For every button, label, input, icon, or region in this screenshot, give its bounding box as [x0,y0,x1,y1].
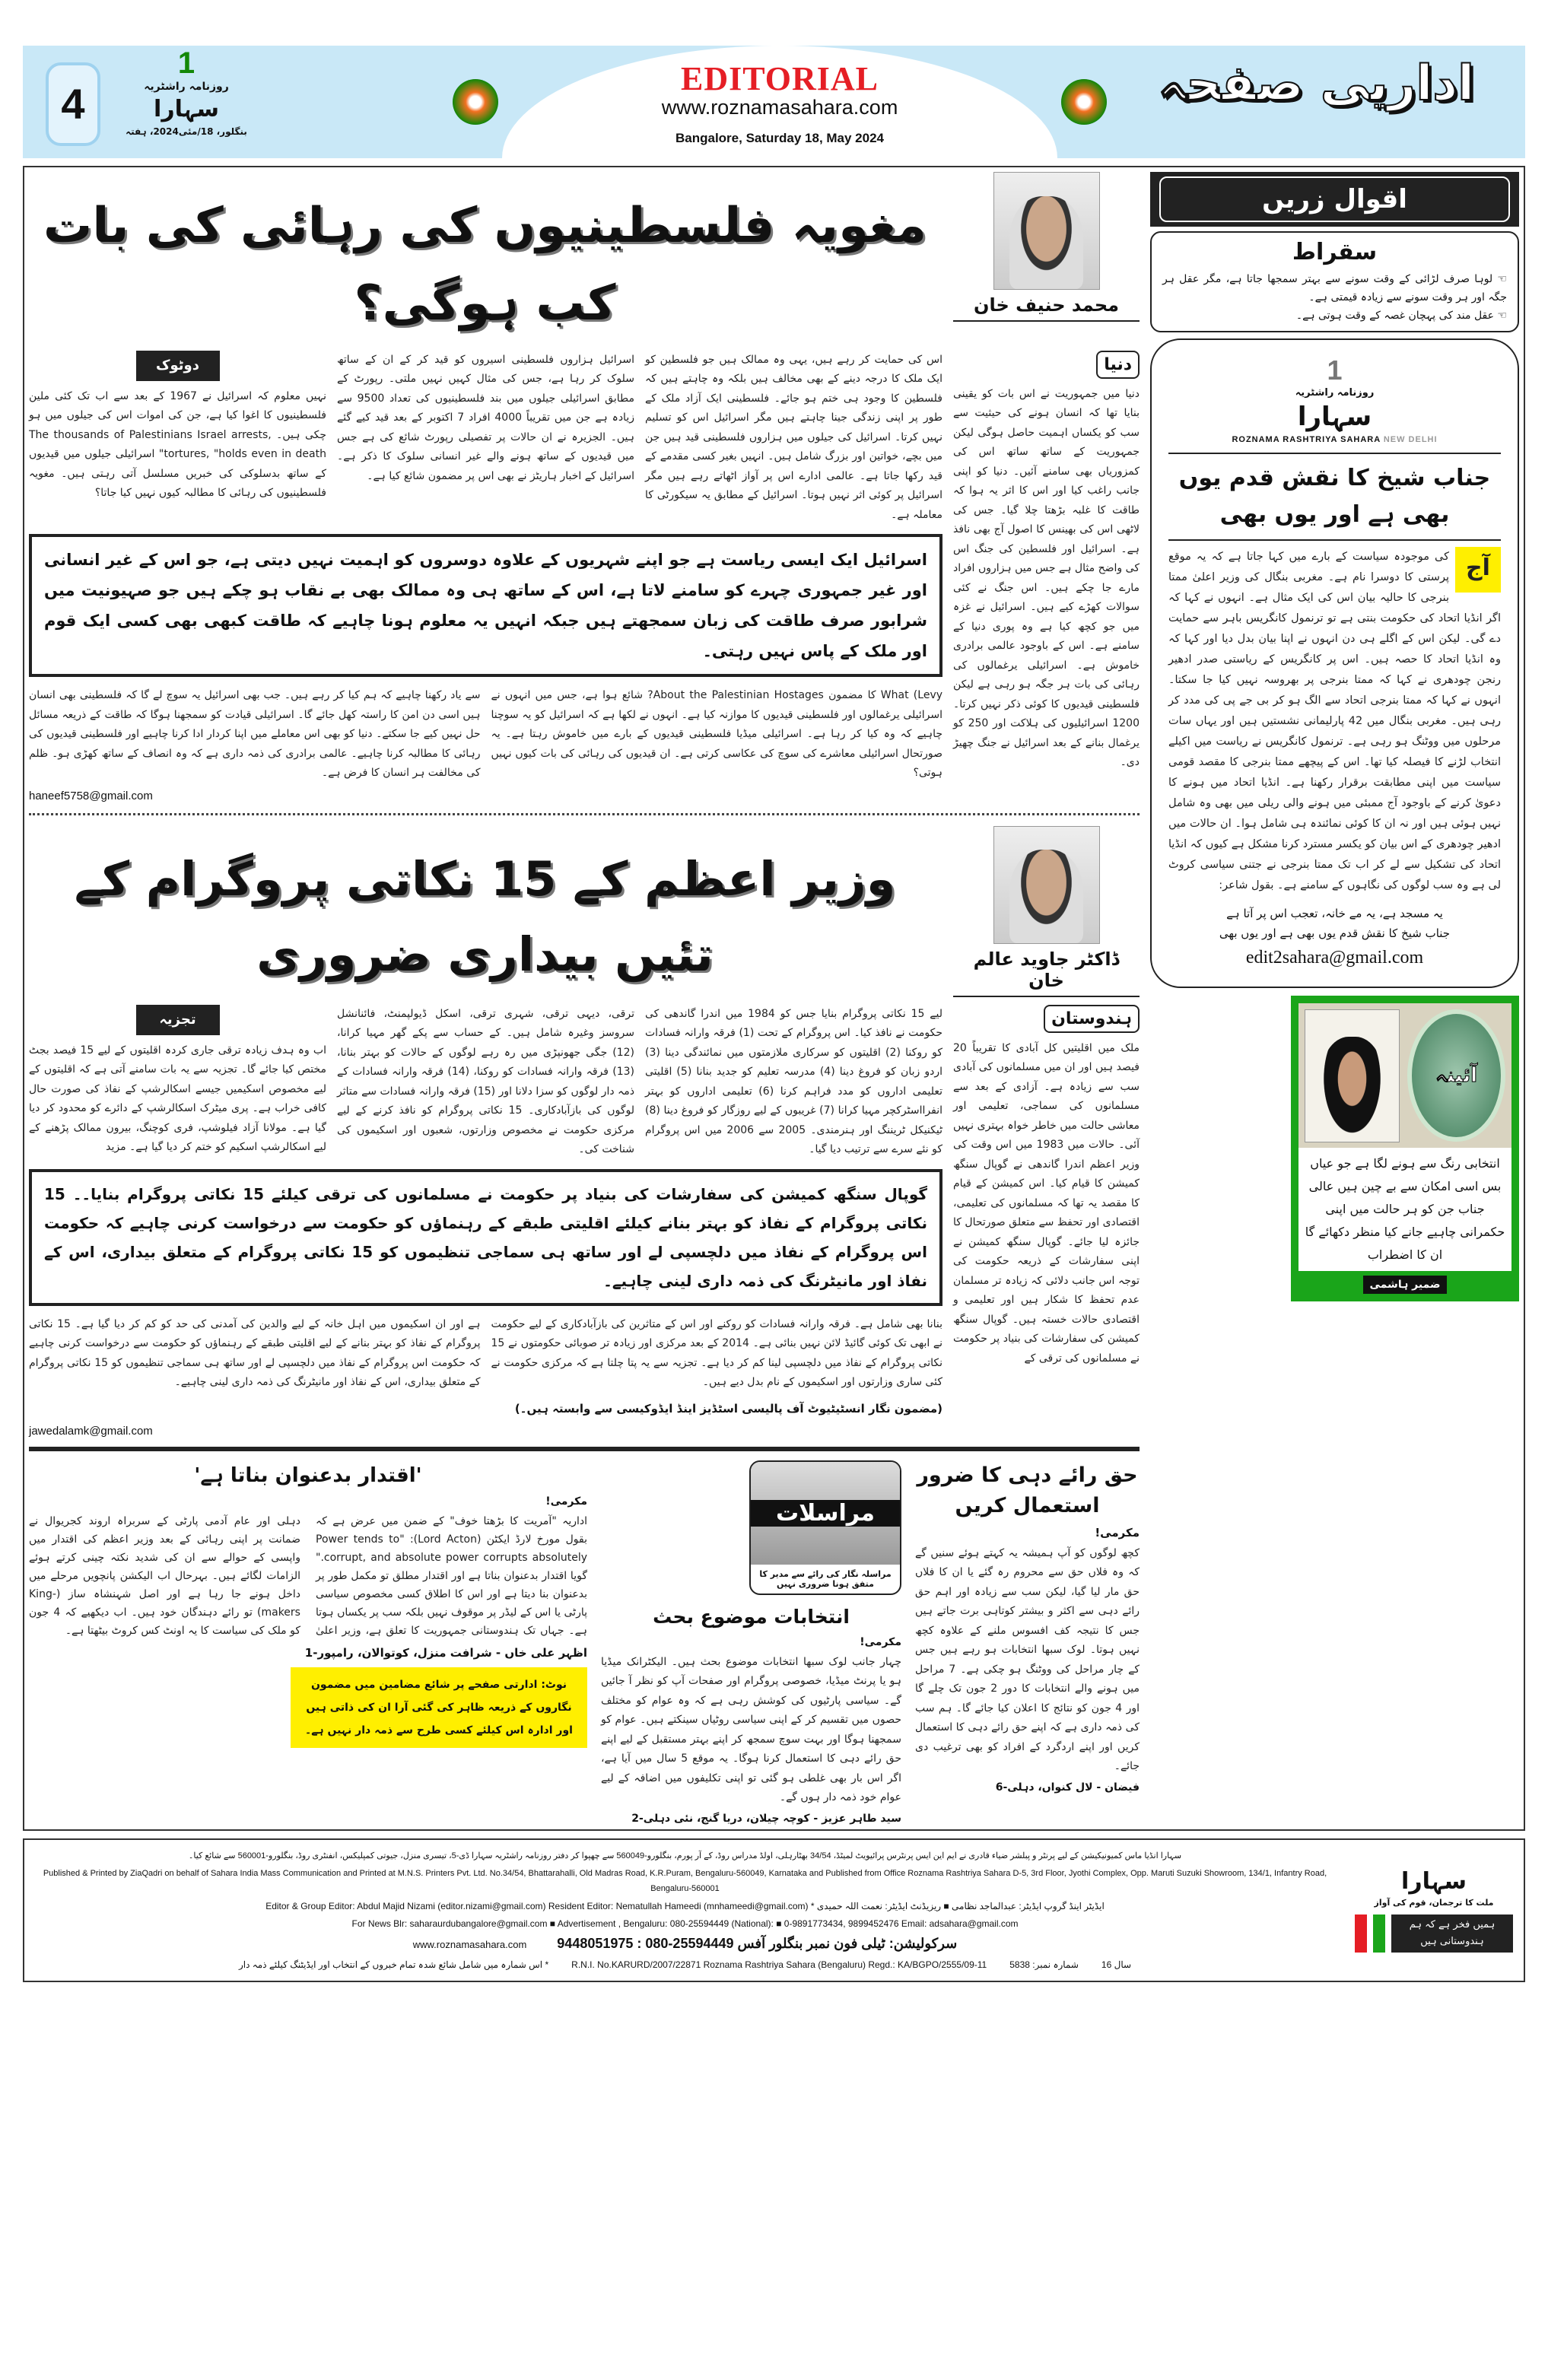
section-divider [29,813,1140,815]
article1-author: محمد حنیف خان [973,294,1120,316]
date-line: Bangalore, Saturday 18, May 2024 [675,131,885,145]
pointing-hand-icon: ☜ [1492,273,1507,285]
sahara-editorial-box [1150,338,1519,988]
article1-headline: مغویہ فلسطینیوں کی رہائی کی بات کب ہوگی؟ [43,198,927,332]
footer-disclaimer: * اس شمارہ میں شامل شائع شدہ تمام خبروں کے انتخاب اور ایڈیٹنگ کیلئے ذمہ دار [238,1959,549,1970]
footer-website[interactable]: www.roznamasahara.com [412,1938,527,1950]
letter3-title: 'اقتدار بدعنوان بناتا ہے' [194,1463,422,1487]
letter2-title: انتخابات موضوع بحث [653,1605,850,1628]
rni-line [30,1957,1340,1972]
couplet: یہ مسجد ہے، یہ مے خانہ، تعجب اس پر آتا ہے جناب شیخ کا نقش قدم یوں بھی ہے اور یوں بھی [1219,907,1451,940]
quote-text: لوہا صرف لڑائی کے وقت سونے سے بہتر سمجھا جاتا ہے، مگر عقل ہر جگہ اور ہر وقت سونے سے زیادہ قیمتی ہے۔ [1162,273,1507,303]
divider [953,320,1140,322]
article1-tag: دوٹوک [136,351,220,381]
page-frame [23,166,1525,1831]
article2-column-label: ہندوستان [1044,1005,1140,1033]
article1-pull-quote: اسرائیل ایک ایسی ریاست ہے جو اپنے شہریوں کے علاوہ دوسروں کو اہمیت نہیں دیتی ہے، جو اس کے غیر انسانی اور غیر جمہوری چہرے کو سامنے لاتا ہے، اس کے ساتھ ہی وہ ممالک بھی بے نقاب ہو چکے ہیں جو صہیونیت میں شرابور صرف طاقت کی زبان سمجھتے ہیں جبکہ انہیں یہ معلوم ہونا چاہیے کہ طاقت کبھی بھی کسی ایک قوم اور ملک کے پاس نہیں رہتی۔ [29,534,942,677]
printer-line-urdu: سہارا انڈیا ماس کمیونیکیشن کے لیے پرنٹر و پبلشر ضیاء قادری نے ایم این ایس پرنٹرس پرائیویٹ لمیٹڈ، 34/54 بھٹارہلی، اولڈ مدراس روڈ، کے آر پورم، بنگلورو-560049 سے چھپوا کر دفتر روزنامہ راشٹریہ سہارا ڈی-5، تیسری منزل، جیوتی کمپلیکس، انفنٹری روڈ، بنگلورو-560001 سے شائع کیا۔ [188,1851,1182,1860]
article2-author: ڈاکٹر جاوید عالم خان [973,948,1120,991]
quotes-title: اقوال زریں [1159,176,1510,222]
footer-phones: 9448051975 : 080-25594449 سرکولیشن: ٹیلی فون نمبر بنگلور آفس [557,1935,958,1951]
article2-affiliation: (مضمون نگار انسٹیٹیوٹ آف پالیسی اسٹڈیز اینڈ ایڈوکیسی سے وابستہ ہیں۔) [514,1401,942,1416]
letter1-body: کچھ لوگوں کو آپ ہمیشہ یہ کہتے ہوئے سنیں گے کہ وہ فلاں حق سے محروم رہ گئے یا ان کا فلاں حق مار لیا گیا، لیکن سب سے زیادہ اور اہم حق رائے دہی سے اکثر و بیشتر کوتاہی برت جاتے ہیں جس کا نتیجہ کف افسوس ملنے کے علاوہ کچھ نہیں ہوتا۔ لوک سبھا انتخابات ہو رہے ہیں جس کے چار مراحل کی ووٹنگ ہو چکی ہے۔ 7 مراحل میں ہونے والے انتخابات کا دور 2 جون تک چلے گا اور 4 جون کو نتائج کا اعلان کیا جائے گا۔ ہم سب کی ذمہ داری ہے کہ اپنے حق رائے دہی کا استعمال کریں اور اپنے اردگرد کے افراد کو بھی ترغیب دی جائے۔ [915,1546,1140,1773]
footer-logo-text: سہارا [1401,1868,1467,1895]
section-label: EDITORIAL [680,60,879,97]
quote-item [1162,307,1507,325]
logo-urdu-top: روزنامہ راشٹریہ [144,81,229,93]
letter2-signature: سید طاہر عزیز - کوچہ چیلان، دریا گنج، نئی دہلی-2 [631,1812,901,1825]
sahara-editorial-text: آج کی موجودہ سیاست کے بارے میں کہا جاتا ہے کہ یہ موقع پرستی کا دوسرا نام ہے۔ مغربی بنگال کی وزیر اعلیٰ ممتا بنرجی کا حالیہ بیان اس کی ایک مثال ہے۔ انہوں نے کہا کہ اگر انڈیا اتحاد کی حکومت بنتی ہے تو ترنمول کانگریس باہر سے حمایت دے گی۔ لیکن اس کے اگلے ہی دن انہوں نے اپنا بیان بدل دیا اور کہا کہ وہ انڈیا اتحاد کا حصہ ہیں۔ اس پر کانگریس کے ریاستی صدر ادھیر رنجن چودھری نے کہا کہ ممتا بنرجی پر بھروسہ نہیں کیا جا سکتا۔ انہوں نے کہا کہ ممتا بنرجی اتحاد سے الگ ہو کر بی جے پی کی مدد کر رہی ہیں۔ مغربی بنگال میں 42 پارلیمانی نشستیں ہیں اور یہاں سات مرحلوں میں ووٹنگ ہو رہی ہے۔ ترنمول کانگریس نے ریاست میں اکیلے انتخاب لڑنے کا فیصلہ کیا تھا۔ اس کے پیچھے ممتا بنرجی کا مقصد قومی سیاست میں اپنی مطابقت برقرار رکھنا ہے۔ انڈیا اتحاد میں ہونے کا دعویٰ کرنے کے باوجود آج ممبئی میں ہونے والی ریلی میں بھی وہ شامل نہیں ہوئی ہیں اور نہ ان کا کوئی نمائندہ ہی شامل ہوا۔ ان حالات میں ادھیر چودھری کے اس بیان کو یکسر مسترد کرنا مشکل ہے کیوں کہ انڈیا اتحاد کی تشکیل سے لے کر اب تک ممتا بنرجی نے جتنی سیاسی کروٹ لی ہے وہ سب لوگوں کی نگاہوں کے سامنے ہے۔ بقول شاعر: [1168,547,1501,896]
publisher-line: Published & Printed by ZiaQadri on behalf of Sahara India Mass Communication and Printed at M.N.S. Printers Pvt. Ltd. No.34/54, Bhattarahalli, Old Madras Road, K.R.Puram, Bengaluru-560049, Karnataka and Published from Office Roznama Rashtriya Sahara D-5, 3rd Floor, Jyothi Complex, Opp. Maruti Suzuki Showroom, 134/1, Infantry Road, Bengaluru-560001 [43,1868,1327,1893]
article1-column-label: دنیا [1096,351,1140,379]
newspaper-logo [114,47,259,154]
quote-item [1162,270,1507,307]
article1-column: اس کی حمایت کر رہے ہیں، یہی وہ ممالک ہیں جو فلسطین کو ایک ملک کا درجہ دینے کے بھی مخالف ہیں بلکہ وہ چاہتے ہیں کہ فلسطین کا وجود ہی ختم ہو جائے۔ فلسطینی ایک آزاد ملک کے طور پر اپنی زندگی جینا چاہتے ہیں مگر اسرائیل اس کو تسلیم نہیں کرتا۔ اسرائیل کی جیلوں میں ہزاروں فلسطینی قید ہیں جن میں بچے، خواتین اور بزرگ شامل ہیں۔ انہیں بغیر کسی مقدمے کے قید رکھا جاتا ہے۔ عالمی ادارے اس پر آواز اٹھاتے رہے ہیں مگر اسرائیل پر کوئی اثر نہیں ہوتا۔ اسرائیل کے مطابق یہ سیکورٹی کا معاملہ ہے۔ [645,353,942,521]
article2-column: ہے اور ان اسکیموں میں اہل خانہ کے لیے والدین کی آمدنی کی حد کو کم کر دیا گیا ہے۔ 15 نکاتی پروگرام کے نفاذ کو بہتر بنانے کے لیے اقلیتی طبقے کے رہنماؤں کو حکومت سے درخواست کرنی چاہیے کہ حکومت اس پروگرام کے نفاذ میں دلچسپی لے اور ساتھ ہی سماجی تنظیموں کو 15 نکاتی پروگرام کے متعلق بیداری، اس کے نفاذ اور مانیٹرنگ کی ذمہ داری لینی چاہیے۔ [29,1317,481,1389]
logo-urdu-main: سہارا [154,96,219,122]
aaina-label: آئینہ [1407,1009,1505,1142]
aaina-poem: انتخابی رنگ سے ہونے لگا ہے جو عیاں بس اسی امکان سے بے چین ہیں عالی جناب جن کو ہر حالت میں اپنی حکمرانی چاہیے جانے کیا منظر دکھائے گا ان کا اضطراب [1298,1148,1511,1271]
divider [1168,539,1501,541]
article1-byline [953,172,1140,322]
letter2-salutation: مکرمی! [860,1635,901,1648]
aaina-poet: ضمیر ہاشمی [1363,1276,1447,1294]
letters-logo-caption: مراسلہ نگار کی رائے سے مدیر کا متفق ہونا ضروری نہیں [759,1568,892,1589]
sahara-editorial-headline: جناب شیخ کا نقش قدم یوں بھی ہے اور یوں بھی [1178,465,1491,528]
footer-year: سال 16 [1101,1959,1132,1970]
logo-date: بنگلور، 18/مئی2024، ہفتہ [126,126,247,137]
article1-author-photo [993,172,1100,290]
website-link[interactable]: www.roznamasahara.com [661,96,898,119]
logo-urdu-top: روزنامہ راشٹریہ [1295,387,1375,399]
quotes-author: سقراط [1292,239,1378,265]
divider [1168,453,1501,454]
article1-column: نہیں معلوم کہ اسرائیل نے 1967 کے بعد سے اب تک کئی ملین فلسطینیوں کا اغوا کیا ہے، جن کی اموات اس کی جیلوں میں ہو چکی ہیں۔ The thousands of Palestinians Israel arrests, tortures, "holds even in death" اسرائیلی جیلوں میں قیدیوں کے ساتھ بدسلوکی کی خبریں مسلسل آتی رہتی ہیں۔ مغویہ فلسطینیوں کی رہائی کا مطالبہ کیوں نہیں کیا جاتا؟ [29,389,326,500]
logo-number-one: 1 [177,46,195,80]
page-title: اداریی صفحہ [1157,56,1475,112]
article2-tag: تجزیہ [136,1005,220,1035]
article2-column: اب وہ ہدف زیادہ ترقی جاری کردہ اقلیتوں کے لیے 15 فیصد بجٹ مختص کیا جائے گا۔ تجزیہ سے یہ بات سامنے آتی ہے کہ اقلیتوں کے لیے مخصوص اسکیمیں جیسے اسکالرشپ کے نفاذ کی صورت حال کافی خراب ہے۔ پری میٹرک اسکالرشپ کے دائرے کو محدود کر دیا گیا ہے۔ مولانا آزاد فیلوشپ، فری کوچنگ، بیرون ممالک پڑھنے کے لیے اسکالرشپ اسکیم کو ختم کر دیا گیا ہے۔ مزید [29,1044,326,1154]
quotes-box [1150,231,1519,332]
sahara-logo [1168,355,1501,446]
letter1-title: حق رائے دہی کا ضرور استعمال کریں [917,1463,1138,1517]
letters-logo [749,1460,901,1595]
article1-column: دنیا میں جمہوریت نے اس بات کو یقینی بنایا تھا کہ انسان ہونے کی حیثیت سے سب کو یکساں اہمیت حاصل ہوگی لیکن جمہوریت کے ساتھ ساتھ اس کی کمزوریاں بھی سامنے آئیں۔ دنیا کو اپنی جانب راغب کیا اور اس کا اثر یہ ہوا کہ طاقت کا غلبہ بڑھتا چلا گیا۔ جس کی لاٹھی اس کی بھینس کا اصول آج بھی نافذ ہے۔ اسرائیل اور فلسطین کی جنگ اس کی واضح مثال ہے جس میں ہزاروں افراد مارے جا چکے ہیں۔ اس جنگ نے کئی سوالات کھڑے کیے ہیں۔ اسرائیل نے غزہ میں جو کچھ کیا ہے وہ پوری دنیا کے سامنے ہے۔ اس کے باوجود عالمی برادری خاموش ہے۔ اسرائیلی یرغمالوں کی رہائی کی بات ہر جگہ ہو رہی ہے لیکن فلسطینی قیدیوں کا کوئی ذکر نہیں کرتا۔ 1200 اسرائیلیوں کی ہلاکت اور 250 کو یرغمال بنانے کے بعد اسرائیل نے جنگ چھیڑ دی۔ [953,387,1140,769]
editorial-disclaimer-note: نوٹ: ادارتی صفحے پر شائع مضامین میں مضمون نگاروں کے ذریعہ ظاہر کی گئی آرا ان کی ذاتی ہیں اور ادارہ اس کیلئے کسی طرح سے ذمہ دار نہیں ہے۔ [291,1667,587,1748]
section-divider [29,1447,1140,1451]
article1-column: اسرائیل ہزاروں فلسطینی اسیروں کو قید کر کے ان کے ساتھ سلوک کر رہا ہے، جس کی مثال کہیں نہیں ملتی۔ رپورٹ کے مطابق اسرائیلی جیلوں میں بند فلسطینیوں کی تعداد 9500 سے زیادہ ہے جن میں تقریباً 4000 افراد 7 اکتوبر کے بعد قید کیے گئے ہیں۔ الجزیرہ نے ان حالات پر تفصیلی رپورٹ شائع کی ہے جس میں قیدیوں کے ساتھ ہونے والے غیر انسانی سلوک کا ذکر ہے۔ اسرائیل کے اخبار ہاریٹز نے بھی اس پر مضمون شائع کیا ہے۔ [337,353,635,482]
footer-rni: R.N.I. No.KARURD/2007/22871 Roznama Rashtriya Sahara (Bengaluru) Regd.: KA/BGPO/2555/09-11 [571,1959,987,1970]
sunburst-icon-left [453,79,498,125]
logo-urdu-main: سہارا [1297,402,1372,432]
article1 [29,172,1140,802]
article1-column: سے یاد رکھنا چاہیے کہ ہم کیا کر رہے ہیں۔ جب بھی اسرائیل یہ سوچ لے گا کہ فلسطینی بھی انسان ہیں اسی دن امن کا راستہ کھل جائے گا۔ اسرائیلی قیادت کو سمجھنا ہوگا کہ طاقت کے ذریعہ مسائل حل نہیں کیے جا سکتے۔ دنیا کو بھی اس معاملے میں اپنا کردار ادا کرنا چاہیے اور فلسطینی قیدیوں کی رہائی کا مطالبہ کرنا چاہیے۔ عالمی برادری کی ذمہ داری ہے کہ وہ انصاف کے ساتھ کھڑی ہو۔ ظلم کی مخالفت ہر انسان کا فرض ہے۔ [29,689,481,780]
letters-logo-text: مراسلات [751,1500,900,1527]
logo-english: ROZNAMA RASHTRIYA SAHARA NEW DELHI [1232,435,1438,444]
letter2 [601,1460,901,1825]
article2-pull-quote: گوپال سنگھ کمیشن کی سفارشات کی بنیاد پر حکومت نے مسلمانوں کی ترقی کیلئے 15 نکاتی پروگرام بنایا۔۔ 15 نکاتی پروگرام کے نفاذ کو بہتر بنانے کیلئے اقلیتی طبقے کے رہنماؤں کو حکومت سے درخواست کرنی چاہیے کہ حکومت اس پروگرام کے نفاذ میں دلچسپی لے اور ساتھ ہی سماجی تنظیموں کو 15 نکاتی پروگرام کے متعلق بیداری، اس کے نفاذ اور مانیٹرنگ کی ذمہ داری لینی چاہیے۔ [29,1169,942,1306]
articles-area [29,172,1140,1825]
logo-number-one: 1 [1327,354,1343,386]
quotes-header [1150,172,1519,227]
article1-email[interactable]: haneef5758@gmail.com [29,789,153,802]
sahara-editorial-email[interactable]: edit2sahara@gmail.com [1245,948,1424,968]
aaina-box [1291,996,1519,1301]
article2-column: لیے 15 نکاتی پروگرام بنایا جس کو 1984 میں اندرا گاندھی کی حکومت نے نافذ کیا۔ اس پروگرام کے تحت (1) فرقہ وارانہ فسادات کو روکنا (2) اقلیتوں کو سرکاری ملازمتوں میں نمائندگی دینا (3) اردو زبان کو فروغ دینا (4) مدرسہ تعلیم کو جدید بنانا (5) اقلیتی تعلیمی اداروں کو مدد فراہم کرنا (6) تعلیمی اداروں کو بہتر انفرااسٹرکچر مہیا کرانا (7) غریبوں کے لیے روزگار کو فروغ دینا (8) ٹیکنیکل ٹریننگ اور ہنرمندی۔ 2005 سے 2006 میں اس پروگرام کو نئے سرے سے ترتیب دیا گیا۔ [645,1007,942,1156]
footer-issue: شمارہ نمبر: 5838 [1009,1959,1079,1970]
footer-logo-tagline: ملت کا ترجمان، قوم کی آواز [1374,1898,1494,1908]
pointing-hand-icon: ☜ [1493,310,1507,322]
article2-email[interactable]: jawedalamk@gmail.com [29,1424,153,1438]
page-number: 4 [46,62,100,146]
article2-byline [953,826,1140,997]
letter1-signature: فیضان - لال کنواں، دہلی-6 [995,1781,1140,1794]
sidebar [1150,172,1519,1301]
letter3-signature: اظہر علی خاں - شرافت منزل، کوتوالان، رامپور-1 [304,1645,587,1660]
poet-photo [1305,1009,1400,1142]
flag-stripe-red [1355,1914,1367,1953]
letter2-body: چہار جانب لوک سبھا انتخابات موضوع بحث ہیں۔ الیکٹرانک میڈیا ہو یا پرنٹ میڈیا، خصوصی پروگرام اور صفحات آپ کو نظر آ جائیں گے۔ سیاسی پارٹیوں کی کوشش رہی ہے کہ وہ عوام کو مختلف حصوں میں تقسیم کر کے اپنی سیاسی روٹیاں سینکتے ہیں۔ عوام کو سمجھنا ہوگا اور بہت سوچ سمجھ کر اپنے بہتر مستقبل کے لیے اپنے حق رائے دہی کا استعمال کرنا ہوگا۔ یہ موقع 5 سال میں آیا ہے، اگر اس بار بھی غلطی ہو گئی تو اپنی تکلیفوں میں اضافہ کے لیے عوام خود ذمہ دار ہوں گے۔ [601,1655,901,1804]
letters-section [29,1460,1140,1825]
letter3-salutation: مکرمی! [545,1495,587,1508]
letter3 [29,1460,587,1748]
imprint-footer [23,1838,1525,1982]
news-line: For News Blr: saharaurdubangalore@gmail.com ■ Advertisement , Bengaluru: 080-25594449 (National): ■ 0-9891773434, 9899452476 Email: adsahara@gmail.com [351,1918,1019,1929]
letter1-salutation: مکرمی! [1095,1525,1140,1540]
letter3-body: اداریہ "آمریت کا بڑھتا خوف" کے ضمن میں عرض ہے کہ بقول مورخ لارڈ ایکٹن (Lord Acton): "Power tends to corrupt, and absolute power corrupts absolutely." گویا اقتدار بدعنوان بناتا ہے اور اقتدار مطلق تو مکمل طور پر بدعنوان بنا دیتا ہے اور اس کا اطلاق کسی مخصوص سیاسی پارٹی یا اس کے لیڈر پر موقوف نہیں بلکہ سب پر یکساں ہوتا ہے۔ جہاں تک ہندوستانی جمہوریت کا تعلق ہے، وزیر اعلیٰ دہلی اور عام آدمی پارٹی کے سربراہ اروند کجریوال نے ضمانت پر اپنی رہائی کے بعد وزیر اعظم کی اقتدار میں واپسی کے حوالے سے ان کی شدید نکتہ چینی کرتے ہوئے الزامات لگائے ہیں۔ بہرحال اب الیکشن پانچویں مرحلے میں داخل ہونے جا رہا ہے اور اصل شہنشاہ ساز (King-makers) تو رائے دہندگان خود ہیں۔ اب دیکھیے کہ 4 جون کو ملک کی سیاست کا یہ اونٹ کس کروٹ بیٹھتا ہے۔ [29,1514,587,1637]
article2-headline: وزیر اعظم کے 15 نکاتی پروگرام کے تئیں بیداری ضروری [74,850,896,982]
editor-line: Editor & Group Editor: Abdul Majid Nizami (editor.nizami@gmail.com) Resident Editor: Nematullah Hameedi (mnhameedi@gmail.com) * ایڈیٹر اینڈ گروپ ایڈیٹر: عبدالماجد نظامی ■ ریزیڈنٹ ایڈیٹر: نعمت اللہ حمیدی [265,1900,1105,1911]
article2-column: ترقی، دیہی ترقی، شہری ترقی، اسکل ڈیولپمنٹ، فائنانشل سروسز وغیرہ شامل ہیں۔ کے حساب سے پکے گھر مہیا کرانا، (12) جگی جھونپڑی میں رہ رہے لوگوں کے حالات کو بہتر بنانا، (13) فرقہ وارانہ فسادات کو روکنا، (14) فرقہ وارانہ فسادات کے ذمہ دار لوگوں کو سزا دلانا اور (15) فرقہ وارانہ فسادات سے متاثر لوگوں کی بازآبادکاری۔ 15 نکاتی پروگرام کو نافذ کرنے کے لیے مرکزی حکومت نے مخصوص وزارتوں، شعبوں اور اسکیموں کی شناخت کی۔ [337,1007,634,1156]
aaj-label: آج [1455,547,1501,593]
flag-stripe-green [1373,1914,1385,1953]
divider [953,996,1140,997]
footer-logo [1350,1867,1518,1953]
sunburst-icon-right [1061,79,1107,125]
article2-column: ملک میں اقلیتیں کل آبادی کا تقریباً 20 فیصد ہیں اور ان میں مسلمانوں کی آبادی سب سے زیادہ ہے۔ آزادی کے بعد سے مسلمانوں کی سماجی، تعلیمی اور معاشی حالت میں خاطر خواہ بہتری نہیں آئی۔ حالات میں 1983 میں اس وقت کی وزیر اعظم اندرا گاندھی نے گوپال سنگھ کمیشن کا قیام کیا۔ اس کمیشن کے قیام کا مقصد یہ تھا کہ مسلمانوں کی تعلیمی، اقتصادی اور تحفظ سے متعلق صورتحال کا جائزہ لیا جائے۔ گوپال سنگھ کمیشن نے اپنی سفارشات کے ذریعہ حکومت کی توجہ اس جانب دلائی کہ زیادہ تر مسلمان عدم تحفظ کا شکار ہیں اور تعلیمی و اقتصادی حالات خستہ ہیں۔ گوپال سنگھ کمیشن کی سفارشات کی بنیاد پر حکومت نے مسلمانوں کی ترقی کے [953,1041,1140,1365]
article2-author-photo [993,826,1100,944]
article2 [29,826,1140,1438]
quote-text: عقل مند کی پہچان غصہ کے وقت ہوتی ہے۔ [1295,310,1494,322]
article1-column: What (Levy کا مضمون About the Palestinian Hostages? شائع ہوا ہے، جس میں انہوں نے اسرائیلی یرغمالوں اور فلسطینی قیدیوں کا موازنہ کیا ہے۔ انہوں نے لکھا ہے کہ اسرائیل کو یہ سوچنا چاہیے کہ وہ کیا کر رہا ہے۔ اسرائیلی میڈیا فلسطینی قیدیوں کے بارے میں خاموش رہتا ہے۔ یہ صورتحال اسرائیلی معاشرے کی سوچ کی عکاسی کرتی ہے۔ ان قیدیوں کی رہائی کی بات کیوں نہیں ہوتی؟ [491,689,943,780]
footer-slogan: ہمیں فخر ہے کہ ہم ہندوستانی ہیں [1391,1914,1513,1953]
letter1 [915,1460,1140,1794]
phone-line [30,1934,1340,1955]
article2-column: بنانا بھی شامل ہے۔ فرقہ وارانہ فسادات کو روکنے اور اس کے متاثرین کی بازآبادکاری کے لیے حکومت نے ابھی تک کوئی گائیڈ لائن نہیں بنائی ہے۔ 2014 کے بعد مرکزی اور زیادہ تر صوبائی حکومتوں نے 15 نکاتی پروگرام کے نفاذ میں دلچسپی لینا کم کر دیا ہے۔ تجزیہ سے یہ پتا چلتا ہے کہ مرکزی حکومت نے کئی ساری وزارتوں اور اسکیموں کے نام بدل دیے ہیں۔ [491,1317,943,1389]
